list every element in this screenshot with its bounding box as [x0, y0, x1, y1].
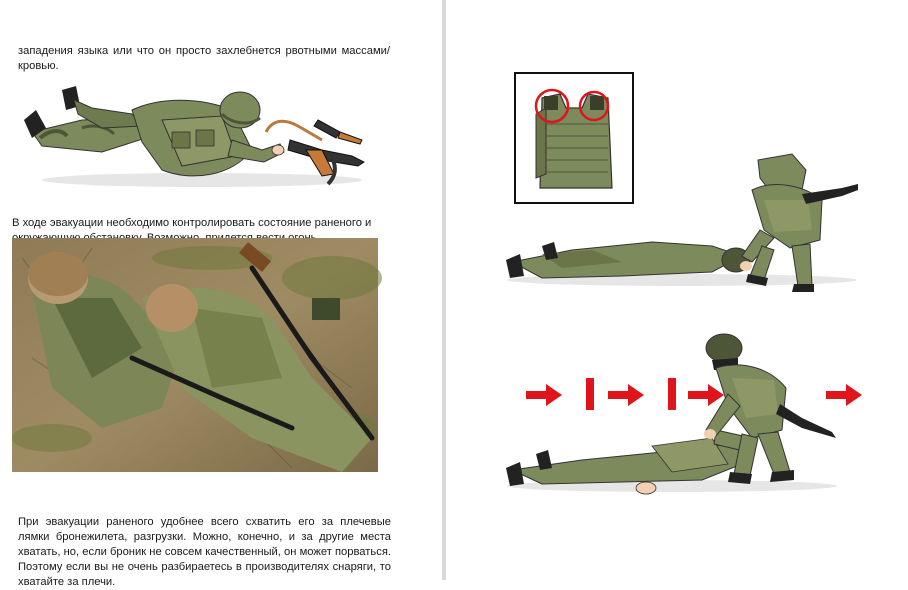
- soldier-dragging-illustration-top: [502, 150, 862, 300]
- soldier-prone-illustration: [22, 80, 367, 192]
- soldier-dragging-illustration-bottom: [502, 334, 852, 498]
- right-page: [446, 0, 908, 580]
- paragraph-1: западения языка или что он просто захлебнется рвотными массами/кровью.: [18, 45, 390, 73]
- left-page: [0, 0, 442, 589]
- evacuation-photo: [12, 238, 378, 472]
- paragraph-3: При эвакуации раненого удобнее всего схватить его за плечевые лямки бронежилета, разгрузки. Можно, конечно, и за другие места хватать, но, если броник не совсем качественный, он может порваться. Поэтому если вы не очень разбираетесь в производителях снаряги, то хватайте за плечи.: [18, 516, 391, 589]
- paragraph-2: В ходе эвакуации необходимо контролировать состояние раненого и: [12, 217, 372, 230]
